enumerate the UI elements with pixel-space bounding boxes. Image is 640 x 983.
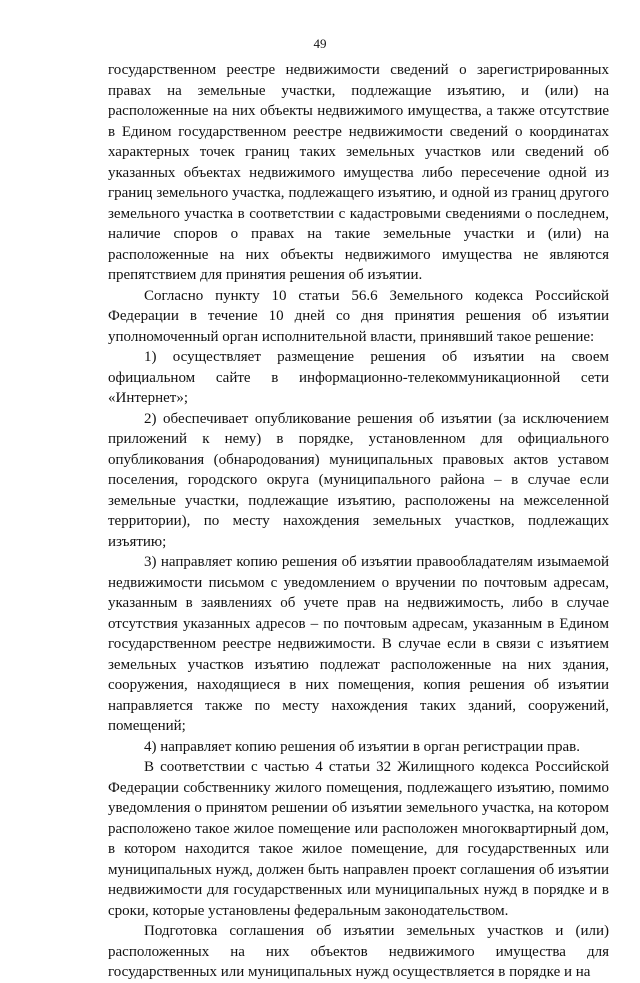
list-item: 1) осуществляет размещение решения об изъятии на своем официальном сайте в информационно-телекоммуникационной сети «Интернет»; <box>108 349 609 406</box>
page-number: 49 <box>313 36 327 51</box>
list-item: 3) направляет копию решения об изъятии правообладателям изымаемой недвижимости письмом с уведомлением о вручении по почтовым адресам, указанным в заявлениях об учете прав на недвижимость, либо в случае отсутствия указанных адресов – по почтовым адресам, указанным в Едином государственном реестре недвижимости. В случае если в связи с изъятием земельных участков изъятию подлежат расположенные на них здания, сооружения, находящиеся в них помещения, копия решения об изъятии направляется также по месту нахождения таких зданий, сооружений, помещений; <box>108 554 609 734</box>
body-text <box>108 60 609 983</box>
paragraph: государственном реестре недвижимости сведений о зарегистрированных правах на земельные участки, подлежащие изъятию, и (или) на расположенные на них объекты недвижимого имущества, а также отсутствие в Едином государственном реестре недвижимости сведений о координатах характерных точек границ таких земельных участков или сведений об указанных объектах недвижимого имущества либо пересечение одной из границ земельного участка, подлежащего изъятию, и одной из границ другого земельного участка в соответствии с кадастровыми сведениями о последнем, наличие споров о правах на такие земельные участки и (или) на расположенные на них объекты недвижимого имущества не являются препятствием для принятия решения об изъятии. <box>108 62 609 283</box>
list-item: 2) обеспечивает опубликование решения об изъятии (за исключением приложений к нему) в порядке, установленном для официального опубликования (обнародования) муниципальных правовых актов уставом поселения, городского округа (муниципального района – в случае если земельные участки, подлежащие изъятию, расположены на межселенной территории), по месту нахождения земельных участков, подлежащих изъятию; <box>108 410 609 550</box>
paragraph: Подготовка соглашения об изъятии земельных участков и (или) расположенных на них объектов недвижимого имущества для государственных или муниципальных нужд осуществляется в порядке и на <box>108 923 609 980</box>
paragraph: В соответствии с частью 4 статьи 32 Жилищного кодекса Российской Федерации собственнику жилого помещения, подлежащего изъятию, помимо уведомления о принятом решении об изъятии земельного участка, на котором расположено такое жилое помещение или расположен многоквартирный дом, в котором находится такое жилое помещение, для государственных или муниципальных нужд, должен быть направлен проект соглашения об изъятии недвижимости для государственных или муниципальных нужд в порядке и в сроки, которые установлены федеральным законодательством. <box>108 759 609 919</box>
list-item: 4) направляет копию решения об изъятии в орган регистрации прав. <box>144 738 581 755</box>
paragraph: Согласно пункту 10 статьи 56.6 Земельного кодекса Российской Федерации в течение 10 дней со дня принятия решения об изъятии уполномоченный орган исполнительной власти, принявший такое решение: <box>108 287 609 345</box>
